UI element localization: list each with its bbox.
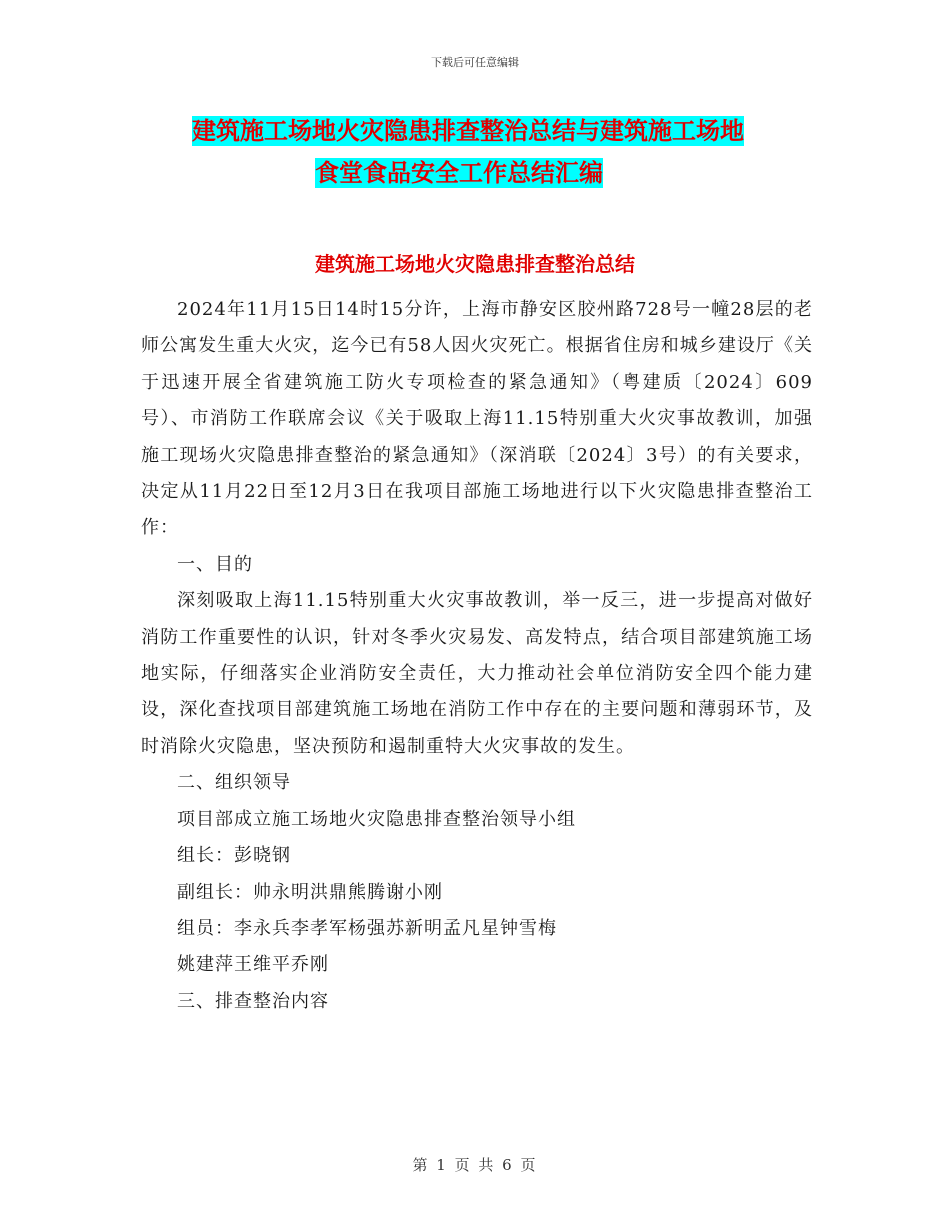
paragraph-deputy-leader: 副组长：帅永明洪鼎熊腾谢小刚 [177, 881, 443, 903]
section-title: 建筑施工场地火灾隐患排查整治总结 [315, 252, 635, 276]
paragraph-members: 组员：李永兵李孝军杨强苏新明孟凡星钟雪梅 [177, 917, 557, 939]
document-title [150, 110, 820, 194]
paragraph-team: 项目部成立施工场地火灾隐患排查整治领导小组 [177, 808, 576, 830]
heading-organization: 二、组织领导 [177, 772, 291, 794]
paragraph-purpose: 深刻吸取上海11.15特别重大火灾事故教训，举一反三，进一步提高对做好消防工作重要性的认识，针对冬季火灾易发、高发特点，结合项目部建筑施工场地实际，仔细落实企业消防安全责任，大力推动社会单位消防安全四个能力建设，深化查找项目部建筑施工场地在消防工作中存在的主要问题和薄弱环节，及时消除火灾隐患，坚决预防和遏制重特大火灾事故的发生。 [141, 590, 813, 757]
document-body [141, 292, 813, 1020]
page-indicator: 第 1 页 共 6 页 [412, 1156, 538, 1174]
header-note: 下载后可任意编辑 [431, 56, 519, 69]
paragraph-members-cont: 姚建萍王维平乔刚 [177, 954, 329, 976]
heading-inspection-content: 三、排查整治内容 [177, 990, 329, 1012]
heading-purpose: 一、目的 [177, 553, 253, 575]
paragraph-intro: 2024年11月15日14时15分许，上海市静安区胶州路728号一幢28层的老师公寓发生重大火灾，迄今已有58人因火灾死亡。根据省住房和城乡建设厅《关于迅速开展全省建筑施工防火专项检查的紧急通知》（粤建质〔2024〕609号）、市消防工作联席会议《关于吸取上海11.15特别重大火灾事故教训，加强施工现场火灾隐患排查整治的紧急通知》（深消联〔2024〕3号）的有关要求，决定从11月22日至12月3日在我项目部施工场地进行以下火灾隐患排查整治工作： [141, 299, 813, 539]
title-line-1: 建筑施工场地火灾隐患排查整治总结与建筑施工场地 [192, 117, 744, 145]
title-line-2: 食堂食品安全工作总结汇编 [315, 159, 603, 187]
paragraph-leader: 组长：彭晓钢 [177, 845, 291, 867]
